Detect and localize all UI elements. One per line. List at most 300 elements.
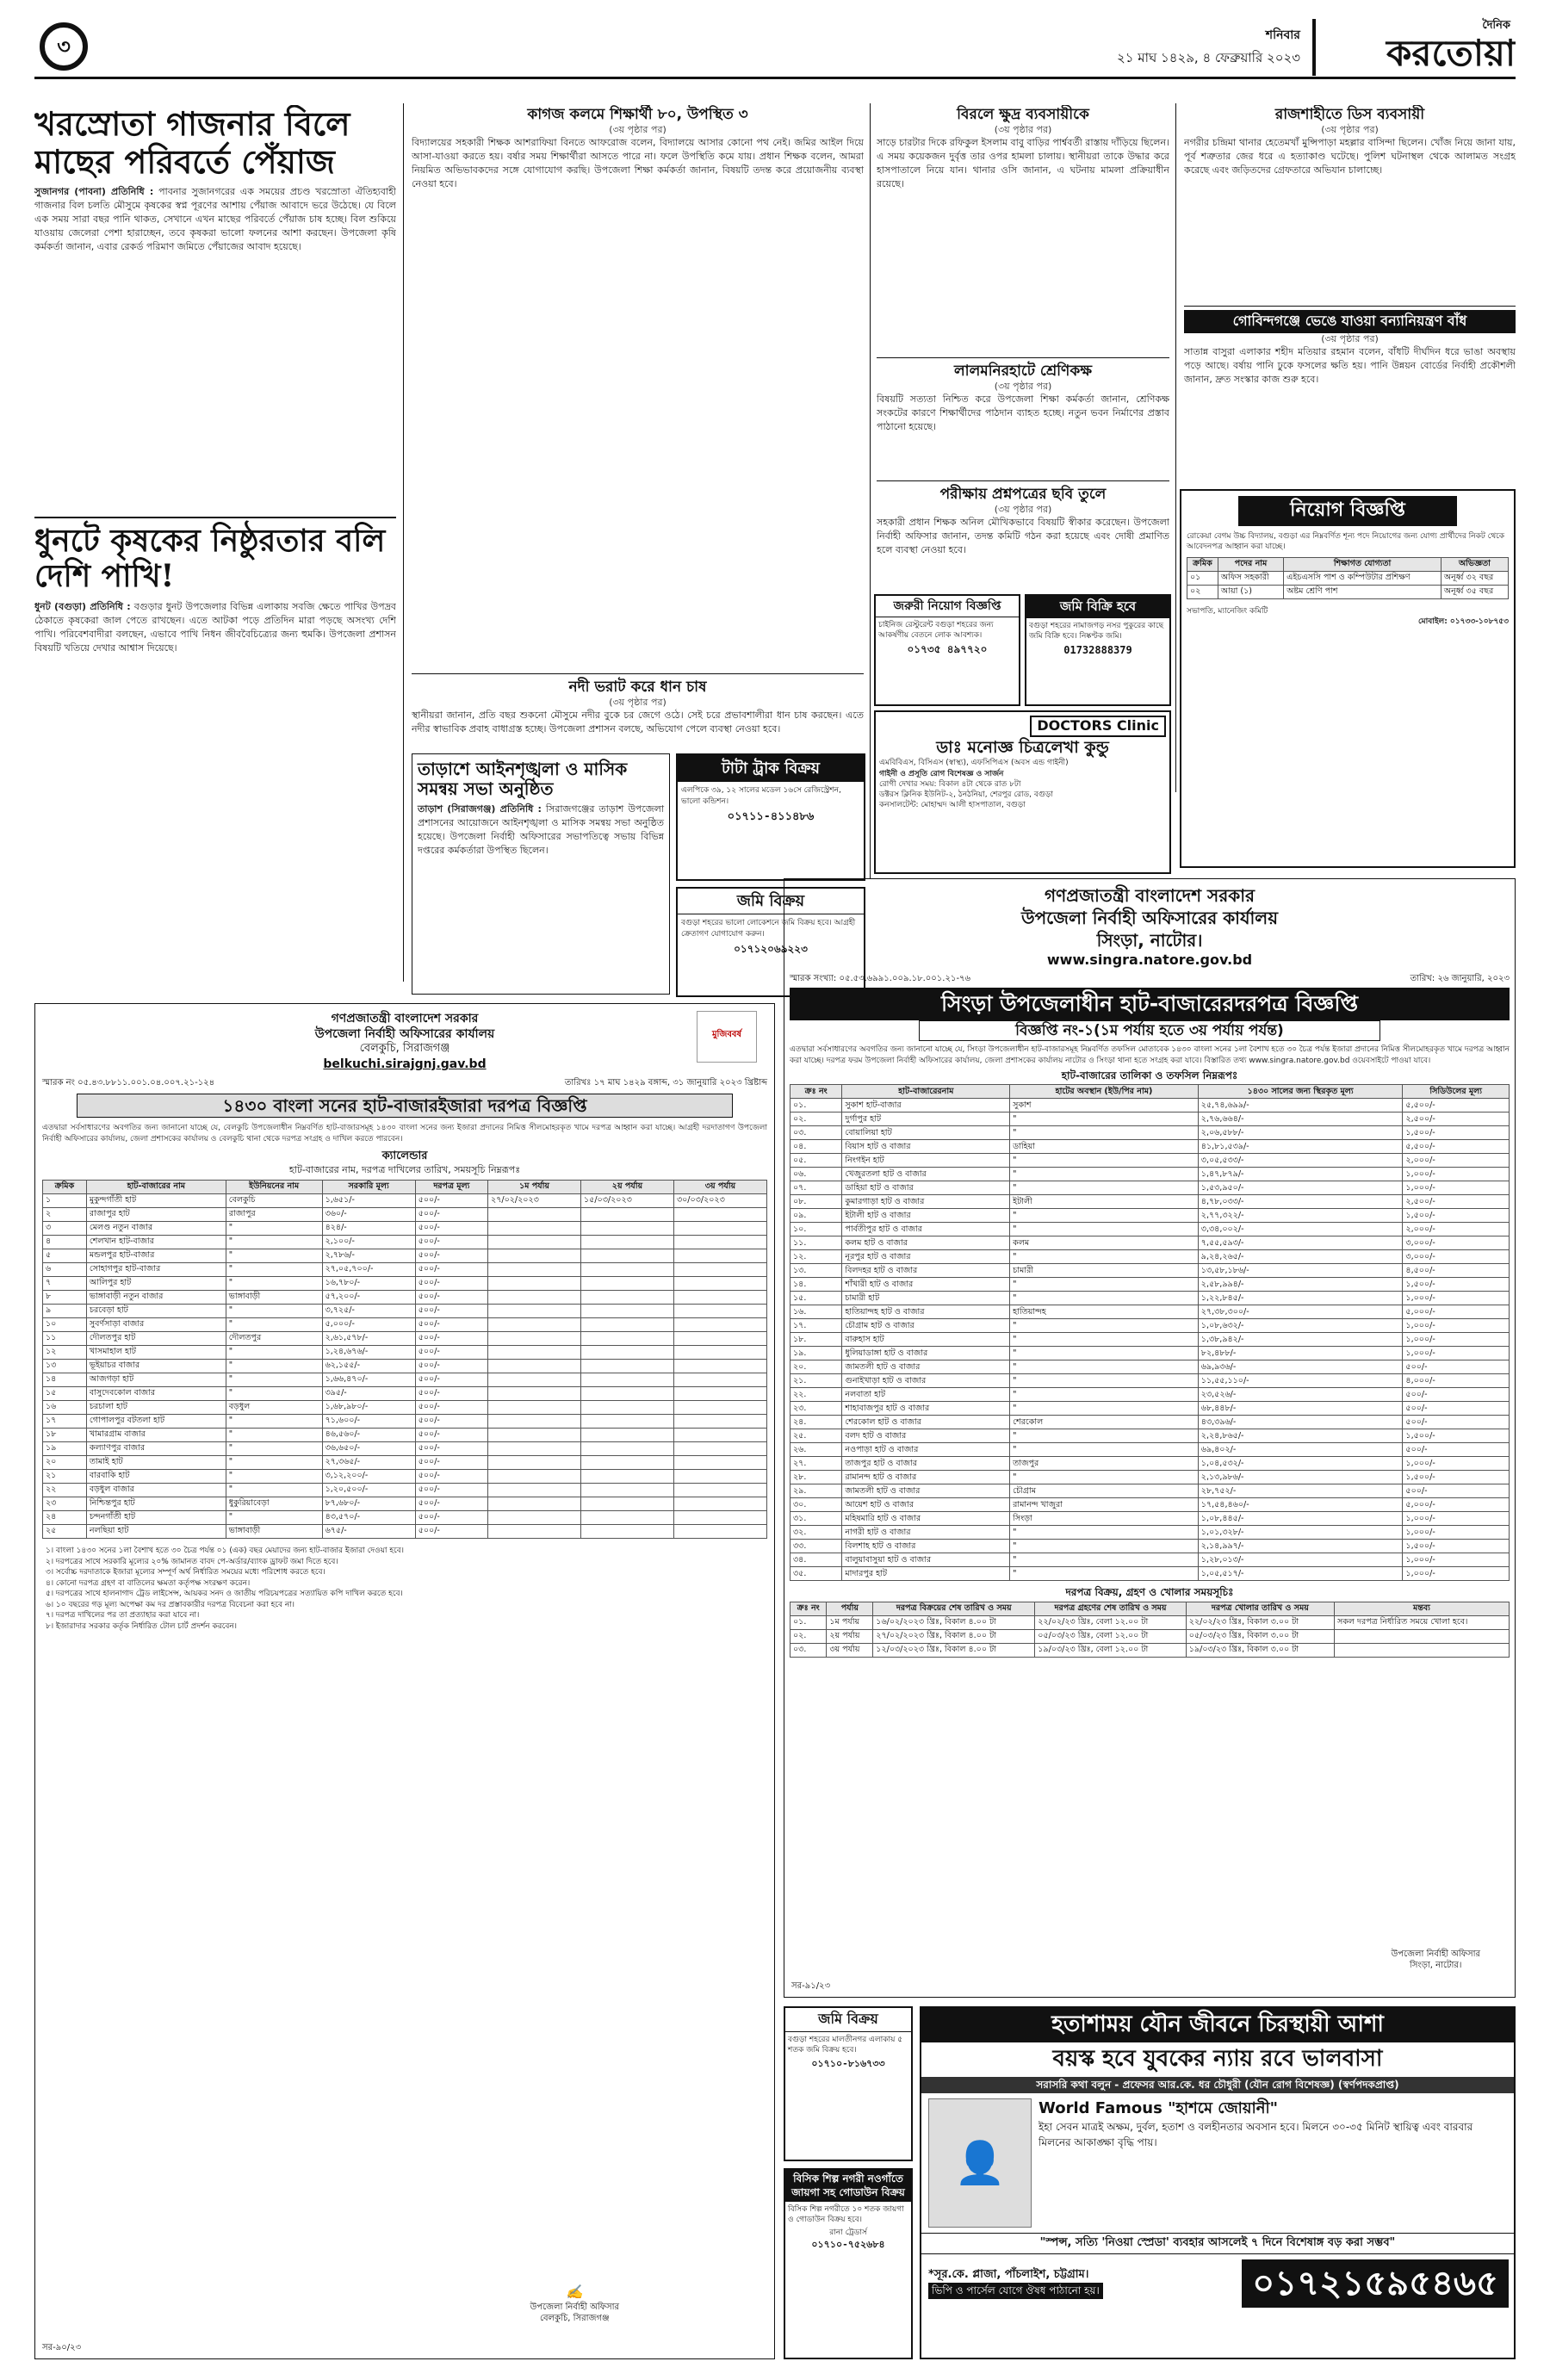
table-cell: ২৮. [790, 1471, 842, 1484]
table-row [790, 1181, 1510, 1195]
table-cell: ১,৬৫১/- [322, 1193, 415, 1207]
story-dateline: তাড়াশ (সিরাজগঞ্জ) প্রতিনিধি : [418, 803, 542, 815]
table-row [790, 1471, 1510, 1484]
table-row [790, 1443, 1510, 1457]
table-cell: " [1010, 1168, 1199, 1181]
story-body: স্থানীয়রা জানান, প্রতি বছর শুকনো মৌসুমে নদীর বুকে চর জেগে ওঠে। সেই চরে প্রভাবশালীরা ধান চাষ করছেন। এতে নদীর স্বাভাবিক প্রবাহ বাধাগ্রস্ত হচ্ছে। উপজেলা প্রশাসন বলছে, অভিযোগ পেলে ব্যবস্থা নেওয়া হবে। [412, 710, 864, 735]
belkuchi-hat-table [42, 1180, 767, 1539]
table-cell [581, 1373, 674, 1386]
ad-body: চাইনিজ রেস্টুরেন্ট বগুড়া শহরের জন্য আকর্ষণীয় বেতনে লোক আবশ্যক। [878, 621, 994, 641]
recruitment-intro: রোকেয়া বেগম উচ্চ বিদ্যালয়, বগুড়া এর নিম্নবর্ণিত শূন্য পদে নিয়োগের জন্য যোগ্য প্রার্থীদের নিকট থেকে আবেদনপত্র আহ্বান করা যাচ্ছে। [1187, 531, 1505, 551]
table-title: হাট-বাজারের তালিকা ও তফসিল নিম্নরূপঃ [1061, 1069, 1238, 1082]
ad-title: বিসিক শিল্প নগরী নওগাঁতে জায়গা সহ গোডাউন বিক্রয় [785, 2170, 911, 2202]
table-cell: ৫০০/- [415, 1386, 487, 1400]
table-cell: মাদারপুর হাট [842, 1567, 1010, 1581]
recruitment-title: নিয়োগ বিজ্ঞপ্তি [1238, 496, 1457, 526]
singra-hat-table [790, 1084, 1510, 1581]
story-continued: (৩য় পৃষ্ঠার পর) [1321, 124, 1379, 136]
table-cell: চৌগ্রাম [1010, 1484, 1199, 1498]
table-header-cell: সিডিউলের মূল্য [1403, 1085, 1510, 1099]
table-row [790, 1140, 1510, 1154]
doctor-consultant: কনসালটেন্ট: মোহাম্মদ আলী হাসপাতাল, বগুড়া [879, 801, 1026, 810]
table-cell [581, 1317, 674, 1331]
table-cell: ৫০০/- [415, 1359, 487, 1373]
table-cell: ১,২৮,০১৩/- [1198, 1553, 1403, 1567]
story-body: বিদ্যালয়ের সহকারী শিক্ষক আশরাফিয়া বিনতে আফরোজ বলেন, বিদ্যালয়ে আসার কোনো পথ নেই। জমির আইল দিয়ে আসা-যাওয়া করতে হয়। বর্ষার সময় শিক্ষার্থীরা আসতে পারে না। ফলে উপস্থিতি কমে যায়। প্রধান শিক্ষক বলেন, আমরা নিয়মিত অভিভাবকদের সঙ্গে যোগাযোগ করছি। উপজেলা শিক্ষা কর্মকর্তা জানান, বিষয়টি তদন্ত করে প্রয়োজনীয় ব্যবস্থা নেওয়া হবে। [412, 137, 864, 190]
table-cell: ১,৫০০/- [1403, 1471, 1510, 1484]
table-cell: ২০. [790, 1360, 842, 1374]
notice-intro: এতদ্বারা সর্বসাধারণের অবগতির জন্য জানানো যাচ্ছে যে, সিংড়া উপজেলাধীন হাট-বাজারসমূহ নিম্নবর্ণিত তফসিল মোতাবেক ১৪৩০ বাংলা সনের ১লা বৈশাখ হতে ৩০ চৈত্র পর্যন্ত ইজারা প্রদানের নিমিত্ত সীলমোহরকৃত খামে দরপত্র আহ্বান করা যাচ্ছে। দরপত্র ফরম উপজেলা নির্বাহী অফিসারের কার্যালয়, জেলা প্রশাসকের কার্যালয় নাটোর ও সিংড়া থানা হতে সংগ্রহ করা যাবে। বিস্তারিত তথ্য www.singra.natore.gov.bd ওয়েবসাইটে পাওয়া যাবে। [790, 1045, 1510, 1065]
notice-ref: সর-৯০/২৩ [42, 2343, 82, 2352]
table-row [790, 1498, 1510, 1512]
table-cell: " [1010, 1333, 1199, 1347]
table-cell: ২,৬১,৫৭৮/- [322, 1331, 415, 1345]
table-cell: ১,০৫,৫১৭/- [1198, 1567, 1403, 1581]
notice-signature: ✍ উপজেলা নির্বাহী অফিসার বেলকুচি, সিরাজগঞ্জ [530, 2284, 619, 2323]
story-continued: (৩য় পৃষ্ঠার পর) [609, 124, 666, 136]
table-cell: ১৯/০৩/২৩ খ্রিঃ, বিকাল ৩.০০ টা [1186, 1643, 1334, 1657]
table-cell: নিংগইন হাট [842, 1154, 1010, 1168]
table-cell: ৪ [43, 1235, 87, 1249]
table-cell [673, 1290, 766, 1304]
table-cell: ১,০০০/- [1403, 1553, 1510, 1567]
table-cell: " [1010, 1540, 1199, 1553]
table-cell [581, 1497, 674, 1510]
story-dateline: সুজানগর (পাবনা) প্রতিনিধি : [34, 186, 154, 198]
table-header-cell: দরপত্র বিক্রয়ের শেষ তারিখ ও সময় [873, 1602, 1035, 1615]
table-row [43, 1428, 767, 1441]
table-cell: চামারী হাট [842, 1292, 1010, 1305]
story-body: সাড়ে চারটার দিকে রফিকুল ইসলাম বাবু বাড়ির পার্শ্ববর্তী রাস্তায় দাঁড়িয়ে ছিলেন। এ সময় কয়েকজন দুর্বৃত্ত তার ওপর হামলা চালায়। স্থানীয়রা তাকে উদ্ধার করে হাসপাতালে নিয়ে যান। থানার ওসি জানান, এ ঘটনায় মামলা প্রক্রিয়াধীন রয়েছে। [877, 137, 1169, 190]
table-cell: " [226, 1469, 322, 1483]
table-cell: ৩৪. [790, 1553, 842, 1567]
table-cell [673, 1497, 766, 1510]
table-row [43, 1386, 767, 1400]
table-cell: ০১. [790, 1615, 827, 1629]
table-cell [673, 1235, 766, 1249]
table-cell [673, 1207, 766, 1221]
table-header-cell: দরপত্র খোলার তারিখ ও সময় [1186, 1602, 1334, 1615]
table-cell [488, 1249, 581, 1262]
table-cell: ৫০০/- [415, 1524, 487, 1538]
table-cell: ৯ [43, 1304, 87, 1317]
table-row [43, 1497, 767, 1510]
table-cell: ১,৫০০/- [1403, 1126, 1510, 1140]
table-cell: মুকুন্দগাঁতী হাট [86, 1193, 226, 1207]
table-cell [673, 1249, 766, 1262]
table-cell: ১৪ [43, 1373, 87, 1386]
table-cell: ৫০০/- [1403, 1443, 1510, 1457]
table-cell: ধুলিয়াডাঙ্গা হাট ও বাজার [842, 1347, 1010, 1360]
table-header-cell: অভিজ্ঞতা [1441, 557, 1508, 571]
table-cell: চৌগ্রাম হাট ও বাজার [842, 1319, 1010, 1333]
table-cell: ৫,০০০/- [1403, 1305, 1510, 1319]
table-row [790, 1347, 1510, 1360]
table-cell: ০৬. [790, 1168, 842, 1181]
notice-ref: সর-৯১/২৩ [791, 1981, 831, 1991]
urgent-job-ad [874, 594, 1020, 706]
story-headline: রাজশাহীতে ডিস ব্যবসায়ী [1274, 106, 1425, 123]
table-cell: ৫০০/- [415, 1276, 487, 1290]
table-cell [488, 1276, 581, 1290]
table-cell: ৩৫. [790, 1567, 842, 1581]
table-cell [673, 1304, 766, 1317]
table-cell: নওপাড়া হাট ও বাজার [842, 1443, 1010, 1457]
table-cell: ২২ [43, 1483, 87, 1497]
table-cell: ৫০০/- [415, 1414, 487, 1428]
table-header-cell: ক্রঃ নং [790, 1085, 842, 1099]
table-cell: " [1010, 1126, 1199, 1140]
story-continued: (৩য় পৃষ্ঠার পর) [609, 697, 666, 709]
table-cell [673, 1428, 766, 1441]
table-cell [488, 1331, 581, 1345]
table-row [790, 1209, 1510, 1223]
land-sale-ad-2 [1025, 594, 1171, 706]
table-header-cell: ৩য় পর্যায় [673, 1180, 766, 1193]
doctor-degree: এমবিবিএস, বিসিএস (স্বাস্থ্য), এফসিপিএস (অবস এন্ড গাইনী) [879, 759, 1069, 768]
table-cell [581, 1414, 674, 1428]
table-cell: এইচএসসি পাশ ও কম্পিউটার প্রশিক্ষণ [1284, 571, 1442, 585]
table-cell [673, 1510, 766, 1524]
table-cell: ২২. [790, 1388, 842, 1402]
table-cell: ১,০৮,৬৩২/- [1198, 1319, 1403, 1333]
story-body: বিষয়টি সত্যতা নিশ্চিত করে উপজেলা শিক্ষা কর্মকর্তা জানান, শ্রেণিকক্ষ সংকটের কারণে শিক্ষার্থীদের পাঠদান ব্যাহত হচ্ছে। নতুন ভবন নির্মাণের প্রস্তাব পাঠানো হয়েছে। [877, 394, 1169, 433]
table-row [43, 1414, 767, 1428]
table-cell: ২,৭৮৬/- [322, 1249, 415, 1262]
ad-phone: ০১৭২১৫৯৫৪৬৫ [1242, 2259, 1509, 2308]
table-cell: ৩৬০/- [322, 1207, 415, 1221]
table-cell: ৩০. [790, 1498, 842, 1512]
table-cell: ৮ [43, 1290, 87, 1304]
ad-phone: ০১৭১০-৮১৬৭৩৩ [811, 2058, 885, 2070]
table-cell [488, 1400, 581, 1414]
notice-place: বেলকুচি, সিরাজগঞ্জ [359, 1042, 450, 1056]
table-header-cell: পর্যায় [827, 1602, 873, 1615]
table-cell: ৪২৪/- [322, 1221, 415, 1235]
table-cell [581, 1469, 674, 1483]
table-cell: " [1010, 1402, 1199, 1416]
table-row [790, 1264, 1510, 1278]
table-cell: ৫ [43, 1249, 87, 1262]
story-headline: লালমনিরহাটে শ্রেণিকক্ষ [953, 363, 1092, 380]
recruitment-table [1187, 557, 1509, 599]
table-cell: ধুকুরিয়াবেড়া [226, 1497, 322, 1510]
table-cell: ১৫/০৩/২০২৩ [581, 1193, 674, 1207]
story-continued: (৩য় পৃষ্ঠার পর) [994, 124, 1052, 136]
table-cell: ৫৭,২০০/- [322, 1290, 415, 1304]
table-cell: " [1010, 1278, 1199, 1292]
table-cell: " [226, 1441, 322, 1455]
singra-tender-notice [784, 878, 1516, 1998]
ad-title: জমি বিক্রয় [678, 889, 864, 914]
table-cell: " [1010, 1223, 1199, 1236]
table-cell: ৫০০/- [1403, 1484, 1510, 1498]
story-river [412, 673, 864, 742]
notice-condition: ৬। ১০ বছরের গড় মূল্য অপেক্ষা কম দর প্রস্তাবকারীর দরপত্র বিবেচনা করা হবে না। [46, 1600, 295, 1609]
table-cell: ১,০০০/- [1403, 1319, 1510, 1333]
table-cell: " [1010, 1553, 1199, 1567]
notice-subtitle: বিজ্ঞপ্তি নং-১(১ম পর্যায় হতে ৩য় পর্যায় পর্যন্ত) [919, 1020, 1380, 1041]
table-cell: তামাই হাট [86, 1455, 226, 1469]
table-cell: ৩,০০০/- [1403, 1236, 1510, 1250]
table-cell: " [1010, 1526, 1199, 1540]
table-cell [673, 1276, 766, 1290]
table-cell: ২৪ [43, 1510, 87, 1524]
table-cell [488, 1497, 581, 1510]
notice-condition: ২। দরপত্রের সাথে সরকারি মূল্যের ২০% জামানত বাবদ পে-অর্ডার/ব্যাংক ড্রাফট জমা দিতে হবে। [46, 1557, 338, 1566]
story-headline: বিরলে ক্ষুদ্র ব্যবসায়ীকে [957, 106, 1089, 123]
table-cell [673, 1400, 766, 1414]
table-cell: ২,১৪,৯৯৭/- [1198, 1540, 1403, 1553]
table-cell: দুর্গাপুর হাট [842, 1113, 1010, 1126]
table-cell: ১৬/০২/২০২৩ খ্রিঃ, বিকাল ৪.০০ টা [873, 1615, 1035, 1629]
table-cell: মহিষমারি হাট ও বাজার [842, 1512, 1010, 1526]
story-birds [34, 517, 396, 999]
table-cell: রাজাপুর [226, 1207, 322, 1221]
table-cell [673, 1373, 766, 1386]
table-row [790, 1429, 1510, 1443]
table-cell: রামানন্দ হাট ও বাজার [842, 1471, 1010, 1484]
notice-office: উপজেলা নির্বাহী অফিসারের কার্যালয় [314, 1027, 495, 1042]
table-cell: কুমারগাড়া হাট ও বাজার [842, 1195, 1010, 1209]
newspaper-name-small: দৈনিক [1482, 19, 1510, 32]
table-cell: বলদ হাট ও বাজার [842, 1429, 1010, 1443]
table-cell: ২,৫০০/- [1403, 1113, 1510, 1126]
table-cell: " [226, 1386, 322, 1400]
table-row [790, 1643, 1510, 1657]
table-row [43, 1373, 767, 1386]
table-cell: ৫০০/- [415, 1483, 487, 1497]
table-cell: ২৬. [790, 1443, 842, 1457]
table-cell: ২ [43, 1207, 87, 1221]
table-cell: ২১ [43, 1469, 87, 1483]
table-row [43, 1359, 767, 1373]
table-cell: ১২. [790, 1250, 842, 1264]
table-cell: ১৯/০৩/২৩ খ্রিঃ, বেলা ১২.০০ টা [1035, 1643, 1187, 1657]
table-row [790, 1154, 1510, 1168]
table-row [790, 1250, 1510, 1264]
table-cell: ১,০০০/- [1403, 1168, 1510, 1181]
table-cell: ৫০০/- [415, 1331, 487, 1345]
table-cell: ১,০১,৩২৮/- [1198, 1526, 1403, 1540]
doctor-specialty: গাইনী ও প্রসূতি রোগ বিশেষজ্ঞ ও সার্জন [879, 769, 1004, 778]
table-cell: বিলশাহ হাট ও বাজার [842, 1540, 1010, 1553]
table-row [43, 1249, 767, 1262]
table-cell: ০২. [790, 1629, 827, 1643]
table-cell [673, 1386, 766, 1400]
table-cell [581, 1441, 674, 1455]
table-cell: ২৮,৭৫২/- [1198, 1484, 1403, 1498]
table-cell: ১৩. [790, 1264, 842, 1278]
table-cell: সুকাশ [1010, 1099, 1199, 1113]
product-name: World Famous "হাশমে জোয়ানী" [1038, 2099, 1279, 2118]
table-cell: ৪৬,৫৬০/- [322, 1428, 415, 1441]
story-embankment [1184, 306, 1516, 482]
table-cell: বড়ধুল বাজার [86, 1483, 226, 1497]
table-cell: জামতলী হাট ও বাজার [842, 1484, 1010, 1498]
recruitment-footer: সভাপতি, ম্যানেজিং কমিটি [1187, 606, 1268, 616]
table-row [790, 1553, 1510, 1567]
table-cell: ১৯. [790, 1347, 842, 1360]
table-cell: ১,৫০০/- [1403, 1278, 1510, 1292]
table-cell: ৪১,৮১,৫৩৯/- [1198, 1140, 1403, 1154]
table-header-cell: শিক্ষাগত যোগ্যতা [1284, 557, 1442, 571]
tata-truck-ad [676, 753, 865, 881]
table-cell: ১৭. [790, 1319, 842, 1333]
table-header-cell: হাটের অবস্থান (ইউ/পির নাম) [1010, 1085, 1199, 1099]
ad-headline: হতাশাময় যৌন জীবনে চিরস্থায়ী আশা [921, 2008, 1514, 2042]
table-cell: হাতিয়ান্দহ [1010, 1305, 1199, 1319]
table-cell: ৫০০/- [415, 1428, 487, 1441]
table-cell: ২৭/০২/২০২৩ [488, 1193, 581, 1207]
table-cell: ০৫/০৩/২৩ খ্রিঃ, বিকাল ৩.০০ টা [1186, 1629, 1334, 1643]
table-cell: ৩,০০০/- [1403, 1250, 1510, 1264]
ad-body: এলপিকে ৩৯, ১২ সালের মডেল ১৬সে রেজিস্ট্রেশন, ভালো কন্ডিশন। [681, 786, 841, 806]
table-cell: " [226, 1345, 322, 1359]
table-cell: ১২ [43, 1345, 87, 1359]
table-cell: দৌলতপুর হাট [86, 1331, 226, 1345]
story-headline: খরস্রোতা গাজনার বিলে মাছের পরিবর্তে পেঁয়াজ [34, 105, 350, 181]
story-exam [877, 480, 1169, 588]
notice-date: তারিখ: ২৬ জানুয়ারি, ২০২৩ [1410, 973, 1510, 983]
story-body: বগুড়ার ধুনট উপজেলার বিভিন্ন এলাকায় সবজি ক্ষেতে পাখির উপদ্রব ঠেকাতে কৃষকেরা জাল পেতে রাখছেন। এতে আটকা পড়ে প্রতিদিন মারা পড়ছে অসংখ্য দেশি পাখি। পরিবেশবাদীরা বলছেন, এভাবে পাখি নিধন জীববৈচিত্র্যের জন্য হুমকি। উপজেলা প্রশাসন বিষয়টি খতিয়ে দেখার আশ্বাস দিয়েছে। [34, 600, 396, 654]
table-cell: ১,০০০/- [1403, 1457, 1510, 1471]
table-cell [673, 1441, 766, 1455]
table-cell: ২৩,৫২৬/- [1198, 1388, 1403, 1402]
ad-bottom-line: "স্পন্স, সত্যি 'নিওয়া স্প্রেডা' ব্যবহার আসলেই ৭ দিনে বিশেষাঙ্গ বড় করা সম্ভব" [921, 2233, 1514, 2254]
ad-title: জরুরী নিয়োগ বিজ্ঞপ্তি [876, 596, 1019, 617]
table-cell: " [226, 1317, 322, 1331]
table-cell: ১,৩৮,৯৪২/- [1198, 1333, 1403, 1347]
table-row [43, 1345, 767, 1359]
table-row [790, 1615, 1510, 1629]
table-row [790, 1388, 1510, 1402]
table-cell: ১৮. [790, 1333, 842, 1347]
table-cell: ২২/০২/২৩ খ্রিঃ, বেলা ১২.০০ টা [1035, 1615, 1187, 1629]
table-cell [488, 1524, 581, 1538]
signer-place: সিংড়া, নাটোর। [1410, 1961, 1462, 1970]
table-cell: ৩০/০৩/২০২৩ [673, 1193, 766, 1207]
masthead [34, 15, 1516, 79]
table-cell [488, 1221, 581, 1235]
table-cell [673, 1469, 766, 1483]
table-cell: ০৩. [790, 1643, 827, 1657]
table-cell: " [1010, 1113, 1199, 1126]
table-cell: ২,০০০/- [1403, 1223, 1510, 1236]
table-cell: ২৯. [790, 1484, 842, 1498]
table-cell [488, 1317, 581, 1331]
table-cell: ২,০০০/- [1403, 1154, 1510, 1168]
table-cell: ৫০০/- [1403, 1360, 1510, 1374]
ad-phone: ০১৭১১-৪১১৪৮৬ [727, 809, 815, 823]
table-cell: চন্দনগাঁতী হাট [86, 1510, 226, 1524]
table-row [790, 1526, 1510, 1540]
table-cell: ৩৬,৬৫০/- [322, 1441, 415, 1455]
table-row [790, 1374, 1510, 1388]
story-headline: ধুনটে কৃষকের নিষ্ঠুরতার বলি দেশি পাখি! [34, 523, 386, 595]
table-cell: ২৩. [790, 1402, 842, 1416]
table-cell: ২,৭৬,৬৬৪/- [1198, 1113, 1403, 1126]
table-row [790, 1168, 1510, 1181]
table-cell: নিশ্চিন্তপুর হাট [86, 1497, 226, 1510]
table-cell [673, 1262, 766, 1276]
table-row [790, 1223, 1510, 1236]
table-header-cell: ক্রঃ নং [790, 1602, 827, 1615]
table-row [790, 1195, 1510, 1209]
table-cell: ৮২,৪৮৮/- [1198, 1347, 1403, 1360]
ad-title: টাটা ট্রাক বিক্রয় [678, 755, 864, 782]
table-cell: ১,২২,৮৪৫/- [1198, 1292, 1403, 1305]
table-cell: ২৭/০২/২০২৩ খ্রিঃ, বিকাল ৪.০০ টা [873, 1629, 1035, 1643]
table-cell [581, 1345, 674, 1359]
table-cell: ৫০০/- [415, 1455, 487, 1469]
table-cell: ১৬,৭৮০/- [322, 1276, 415, 1290]
table-cell: ইটালী [1010, 1195, 1199, 1209]
table-cell: ১,০৮,৪৪৫/- [1198, 1512, 1403, 1526]
table-cell: ১৪. [790, 1278, 842, 1292]
masthead-day: শনিবার [1265, 28, 1300, 42]
table-cell [673, 1359, 766, 1373]
doctor-name: ডাঃ মনোজ্ঞ চিত্রলেখা কুন্ডু [936, 737, 1109, 757]
table-cell: ২৭,৩৮,৩০০/- [1198, 1305, 1403, 1319]
table-cell: ১,০০০/- [1403, 1333, 1510, 1347]
doctor-clinic-ad [874, 710, 1171, 874]
table-row [790, 1126, 1510, 1140]
table-cell: ২৭. [790, 1457, 842, 1471]
table-cell: ৯,২৪,২৬৫/- [1198, 1250, 1403, 1264]
table-cell: " [226, 1221, 322, 1235]
table-cell: " [1010, 1443, 1199, 1457]
table-cell: ১,০০০/- [1403, 1292, 1510, 1305]
table-cell: ৭ [43, 1276, 87, 1290]
table-header-cell: হাট-বাজারেরনাম [842, 1085, 1010, 1099]
newspaper-name [1312, 19, 1516, 76]
health-product-ad [920, 2006, 1516, 2359]
table-row [790, 1278, 1510, 1292]
table-cell: ৫০০/- [415, 1441, 487, 1455]
table-cell: চরবেড়া হাট [86, 1304, 226, 1317]
story-trader [877, 105, 1169, 355]
story-body: নগরীর চন্দ্রিমা থানার হেতেমখাঁ মুন্সিপাড়া মহল্লার বাসিন্দা ছিলেন। খোঁজ নিয়ে জানা যায়, পূর্ব শত্রুতার জের ধরে এ হত্যাকাণ্ড ঘটেছে। পুলিশ ঘটনাস্থল থেকে আলামত সংগ্রহ করেছে এবং জড়িতদের গ্রেফতারে অভিযান চালাচ্ছে। [1184, 137, 1516, 177]
table-cell [488, 1290, 581, 1304]
table-header-cell: ক্রমিক [43, 1180, 87, 1193]
notice-place: সিংড়া, নাটোর। [1096, 930, 1203, 951]
calendar-title: ক্যালেন্ডার [381, 1149, 428, 1162]
notice-signature [1392, 1949, 1481, 1971]
notice-memo: স্মারক সংখ্যা: ০৫.৫৩.৬৯৯১.০০৯.১৮.০০১.২১-৭৬ [790, 973, 971, 983]
notice-condition: ৭। দরপত্র দাখিলের পর তা প্রত্যাহার করা যাবে না। [46, 1611, 200, 1621]
table-cell: শাহাবাজপুর হাট ও বাজার [842, 1402, 1010, 1416]
table-cell [488, 1262, 581, 1276]
table-cell: ৫০০/- [415, 1262, 487, 1276]
table-cell: দৌলতপুর [226, 1331, 322, 1345]
table-cell: " [1010, 1154, 1199, 1168]
table-cell [488, 1359, 581, 1373]
table-cell: অনূর্ধ্ব ৩৫ বছর [1441, 585, 1508, 598]
table-cell: সকল দরপত্র নির্ধারিত সময়ে খোলা হবে। [1334, 1615, 1509, 1629]
table-cell: ১,০০০/- [1403, 1526, 1510, 1540]
table-cell: ২৪. [790, 1416, 842, 1429]
notice-date: তারিখঃ ১৭ মাঘ ১৪২৯ বঙ্গাব্দ, ৩১ জানুয়ারি ২০২৩ খ্রিষ্টাব্দ [564, 1078, 767, 1088]
table-cell: ৭,৫৫,৫৯৩/- [1198, 1236, 1403, 1250]
table-cell [581, 1483, 674, 1497]
table-cell [1334, 1629, 1509, 1643]
notice-website: www.singra.natore.gov.bd [1046, 951, 1253, 968]
table-cell: ০৫/০৩/২৩ খ্রিঃ, বেলা ১২.০০ টা [1035, 1629, 1187, 1643]
table-cell: শেলখান হাট-বাজার [86, 1235, 226, 1249]
table-cell: ১৫ [43, 1386, 87, 1400]
table-row [790, 1457, 1510, 1471]
